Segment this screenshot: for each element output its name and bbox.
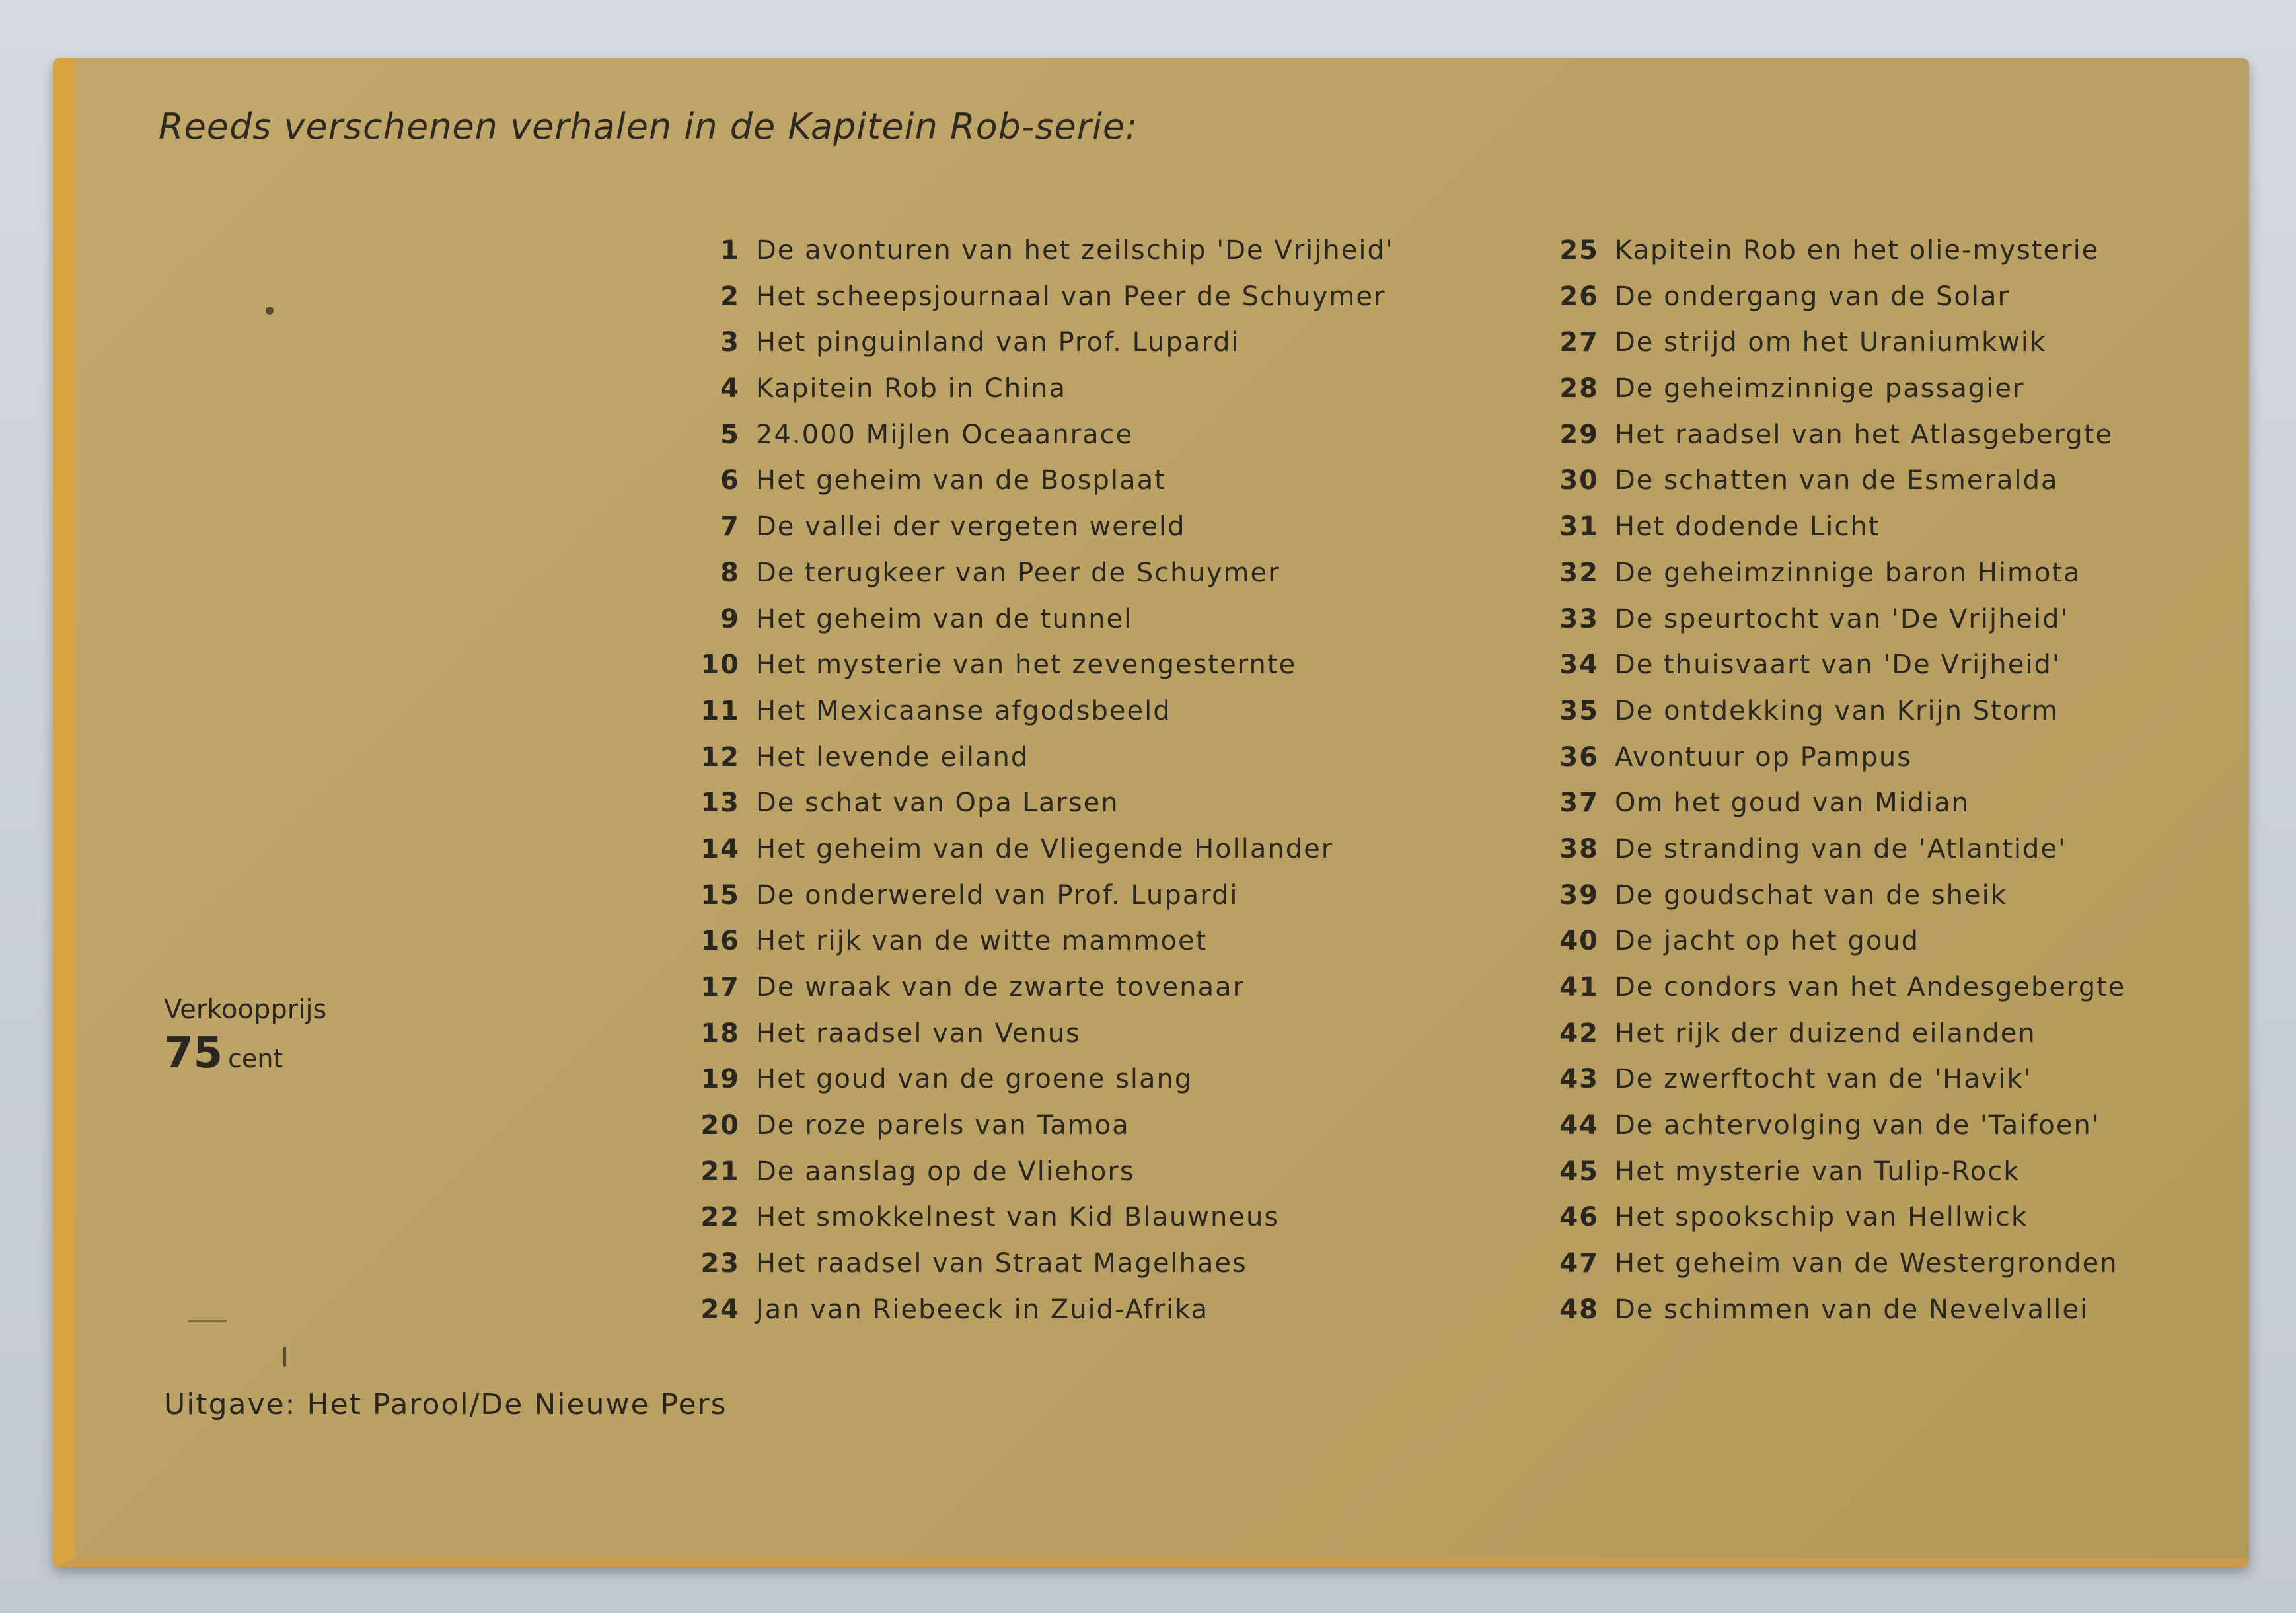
list-item [1546,366,2126,412]
title-text: Het rijk van de witte mammoet [756,926,1208,957]
title-text: Avontuur op Pampus [1615,741,1913,772]
list-item [687,504,1394,550]
title-number: 37 [1559,788,1599,819]
list-item [687,919,1394,965]
list-item [687,1103,1394,1149]
title-text: Het smokkelnest van Kid Blauwneus [756,1202,1280,1233]
title-number: 4 [720,373,740,404]
title-number: 14 [700,833,740,864]
title-text: De achtervolging van de 'Taifoen' [1615,1110,2100,1141]
title-text: De aanslag op de Vliehors [756,1156,1135,1187]
title-text: De schimmen van de Nevelvallei [1615,1294,2089,1325]
price-unit: cent [228,1044,283,1073]
list-item [1546,1011,2126,1057]
list-item [1546,1149,2126,1195]
list-item [1546,965,2126,1011]
list-item [1546,827,2126,873]
list-item [1546,919,2126,965]
title-number: 28 [1559,373,1599,404]
title-text: De thuisvaart van 'De Vrijheid' [1615,650,2061,681]
list-item [1546,735,2126,781]
list-item [1546,1057,2126,1103]
title-text: De avonturen van het zeilschip 'De Vrijheid' [756,235,1394,266]
title-number: 10 [700,650,740,681]
title-number: 21 [700,1156,740,1187]
title-number: 39 [1559,880,1599,911]
title-text: Het spookschip van Hellwick [1615,1202,2028,1233]
list-item [1546,1103,2126,1149]
title-text: Het pinguinland van Prof. Lupardi [756,327,1240,358]
title-number: 23 [700,1248,740,1279]
list-item [1546,550,2126,597]
list-item [687,827,1394,873]
title-number: 7 [720,511,740,543]
title-number: 3 [720,327,740,358]
title-text: De vallei der vergeten wereld [756,511,1186,543]
title-number: 6 [720,465,740,496]
list-item [687,597,1394,643]
list-item [1546,873,2126,919]
title-text: Het raadsel van het Atlasgebergte [1615,419,2114,450]
title-number: 18 [700,1018,740,1049]
title-text: Het rijk der duizend eilanden [1615,1018,2036,1049]
title-text: Kapitein Rob in China [756,373,1067,404]
title-text: De condors van het Andesgebergte [1615,972,2126,1002]
title-number: 33 [1559,603,1599,634]
list-item [687,780,1394,827]
title-text: De wraak van de zwarte tovenaar [756,972,1245,1002]
title-text: De ontdekking van Krijn Storm [1615,695,2059,726]
list-item [687,689,1394,735]
title-number: 36 [1559,741,1599,772]
title-text: Het geheim van de Westergronden [1615,1248,2118,1279]
title-text: Het dodende Licht [1615,511,1880,543]
title-number: 17 [700,972,740,1002]
title-text: De strijd om het Uraniumkwik [1615,327,2047,358]
title-number: 38 [1559,833,1599,864]
title-number: 25 [1559,235,1599,266]
list-item [687,550,1394,597]
title-number: 45 [1559,1156,1599,1187]
title-text: Kapitein Rob en het olie-mysterie [1615,235,2100,266]
price-block [164,994,326,1078]
list-item [1546,320,2126,366]
title-number: 1 [720,235,740,266]
series-header: Reeds verschenen verhalen in de Kapitein Rob-serie: [159,106,1138,147]
title-text: De onderwereld van Prof. Lupardi [756,880,1239,911]
title-text: De geheimzinnige baron Himota [1615,557,2081,588]
title-number: 30 [1559,465,1599,496]
title-text: Het Mexicaanse afgodsbeeld [756,695,1171,726]
title-text: De zwerftocht van de 'Havik' [1615,1064,2032,1095]
title-number: 47 [1559,1248,1599,1279]
title-number: 22 [700,1202,740,1233]
title-text: Het geheim van de Bosplaat [756,465,1166,496]
title-number: 46 [1559,1202,1599,1233]
list-item [1546,1287,2126,1333]
title-number: 29 [1559,419,1599,450]
list-item [687,1241,1394,1287]
title-list-left [687,228,1394,1333]
list-item [687,1057,1394,1103]
publisher-line: Uitgave: Het Parool/De Nieuwe Pers [164,1388,727,1421]
title-number: 20 [700,1110,740,1141]
list-item [1546,228,2126,274]
title-text: Het raadsel van Straat Magelhaes [756,1248,1247,1279]
list-item [687,1287,1394,1333]
price-value: 75 [164,1029,223,1078]
title-list-right [1546,228,2126,1333]
title-text: Het raadsel van Venus [756,1018,1081,1049]
list-item [687,320,1394,366]
title-number: 34 [1559,650,1599,681]
title-number: 32 [1559,557,1599,588]
title-number: 40 [1559,926,1599,957]
title-text: Het scheepsjournaal van Peer de Schuymer [756,281,1386,312]
list-item [1546,642,2126,689]
title-text: Het geheim van de Vliegende Hollander [756,833,1334,864]
list-item [687,274,1394,320]
title-number: 2 [720,281,740,312]
title-number: 15 [700,880,740,911]
title-text: De geheimzinnige passagier [1615,373,2025,404]
list-item [1546,1241,2126,1287]
title-number: 35 [1559,695,1599,726]
list-item [687,1011,1394,1057]
list-item [1546,504,2126,550]
title-text: De goudschat van de sheik [1615,880,2007,911]
title-number: 41 [1559,972,1599,1002]
list-item [687,735,1394,781]
title-number: 5 [720,419,740,450]
title-text: De jacht op het goud [1615,926,1920,957]
list-item [687,412,1394,459]
title-number: 8 [720,557,740,588]
title-number: 19 [700,1064,740,1095]
title-text: De speurtocht van 'De Vrijheid' [1615,603,2069,634]
title-text: Om het goud van Midian [1615,788,1970,819]
list-item [687,873,1394,919]
title-number: 27 [1559,327,1599,358]
title-text: Jan van Riebeeck in Zuid-Afrika [756,1294,1209,1325]
title-number: 26 [1559,281,1599,312]
title-text: De terugkeer van Peer de Schuymer [756,557,1280,588]
list-item [1546,1195,2126,1241]
price-label: Verkoopprijs [164,994,327,1025]
title-text: Het geheim van de tunnel [756,603,1133,634]
title-number: 44 [1559,1110,1599,1141]
title-number: 13 [700,788,740,819]
list-item [687,1195,1394,1241]
title-number: 48 [1559,1294,1599,1325]
title-number: 31 [1559,511,1599,543]
title-number: 9 [720,603,740,634]
list-item [1546,689,2126,735]
title-number: 24 [700,1294,740,1325]
title-text: 24.000 Mijlen Oceaanrace [756,419,1134,450]
title-text: Het levende eiland [756,741,1029,772]
title-text: De schatten van de Esmeralda [1615,465,2059,496]
title-number: 11 [700,695,740,726]
title-text: Het mysterie van Tulip-Rock [1615,1156,2020,1187]
title-number: 43 [1559,1064,1599,1095]
title-text: De roze parels van Tamoa [756,1110,1130,1141]
paper-speck [283,1347,286,1367]
title-number: 12 [700,741,740,772]
list-item [1546,597,2126,643]
list-item [1546,780,2126,827]
list-item [1546,274,2126,320]
title-text: De ondergang van de Solar [1615,281,2010,312]
title-text: Het goud van de groene slang [756,1064,1193,1095]
list-item [687,1149,1394,1195]
list-item [687,458,1394,504]
title-text: De stranding van de 'Atlantide' [1615,833,2067,864]
list-item [1546,458,2126,504]
title-number: 16 [700,926,740,957]
title-text: Het mysterie van het zevengesternte [756,650,1297,681]
paper-speck [188,1320,227,1322]
paper-speck [266,307,274,315]
list-item [687,366,1394,412]
list-item [687,228,1394,274]
list-item [1546,412,2126,459]
list-item [687,642,1394,689]
title-text: De schat van Opa Larsen [756,788,1119,819]
list-item [687,965,1394,1011]
title-number: 42 [1559,1018,1599,1049]
